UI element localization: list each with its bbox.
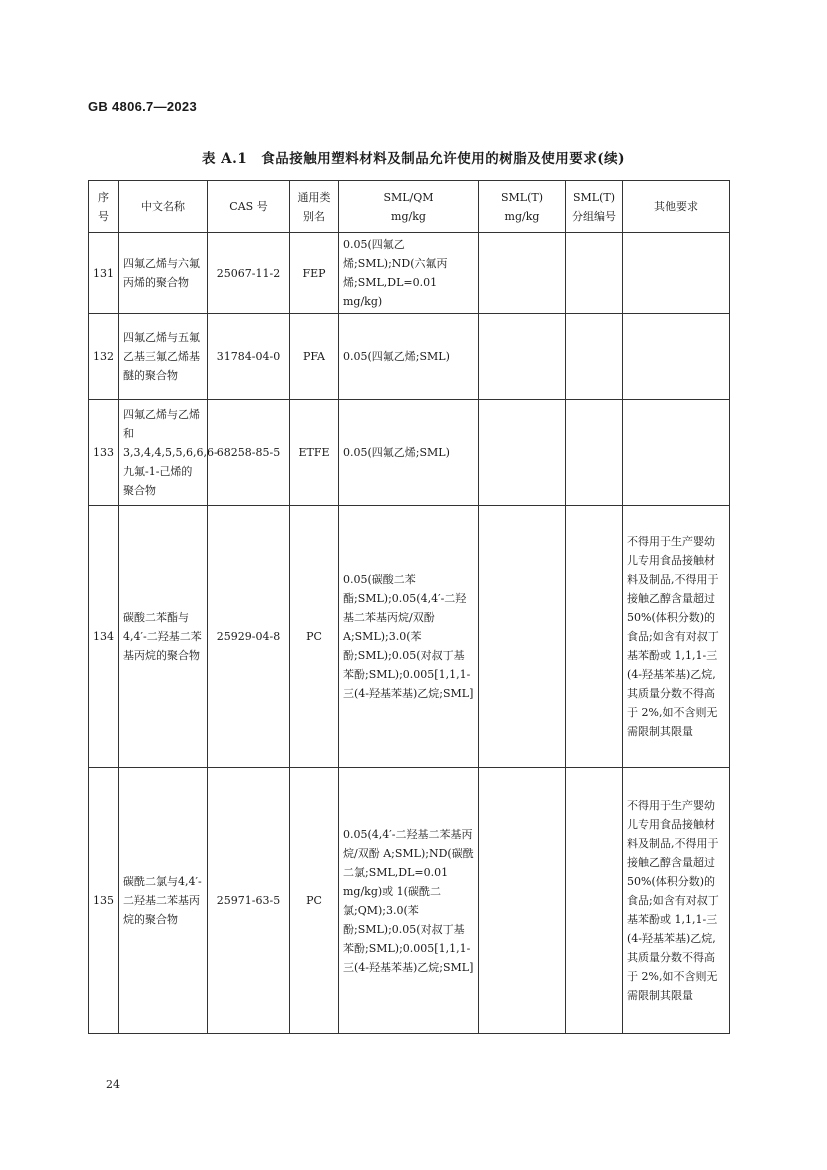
cell-category: PC: [290, 768, 339, 1034]
cell-smlt-group: [566, 400, 623, 506]
cell-seq: 132: [89, 314, 119, 400]
table-title: 表 A.1 食品接触用塑料材料及制品允许使用的树脂及使用要求(续): [201, 151, 626, 167]
cell-smlt: [479, 768, 566, 1034]
header-sml-qm-unit: mg/kg: [391, 209, 426, 223]
cell-category: ETFE: [290, 400, 339, 506]
cell-sml-qm: 0.05(四氟乙烯;SML): [339, 400, 479, 506]
cell-cas: 68258-85-5: [208, 400, 290, 506]
table-header-row: [89, 181, 730, 233]
cell-other: 不得用于生产婴幼儿专用食品接触材料及制品,不得用于接触乙醇含量超过 50%(体积分数)的食品;如含有对叔丁基苯酚或 1,1,1-三(4-羟基苯基)乙烷,其质量分数不得高于 2%,如不含则无需限制其限量: [623, 506, 730, 768]
table-row: [89, 233, 730, 314]
cell-other: [623, 400, 730, 506]
cell-cn-name: 四氟乙烯与六氟丙烯的聚合物: [119, 233, 208, 314]
cell-smlt: [479, 400, 566, 506]
cell-seq: 135: [89, 768, 119, 1034]
cell-sml-qm: 0.05(4,4′-二羟基二苯基丙烷/双酚 A;SML);ND(碳酰二氯;SML,DL=0.01 mg/kg)或 1(碳酰二氯;QM);3.0(苯酚;SML);0.05(对叔丁基苯酚;SML);0.005[1,1,1-三(4-羟基苯基)乙烷;SML]: [339, 768, 479, 1034]
page-number: 24: [106, 1078, 120, 1091]
resin-table: [88, 180, 730, 1034]
cell-smlt-group: [566, 768, 623, 1034]
cell-other: [623, 233, 730, 314]
header-smlt-group: SML(T)分组编号: [566, 181, 623, 233]
table-row: [89, 506, 730, 768]
header-smlt-label: SML(T): [500, 190, 544, 204]
header-seq: 序号: [89, 181, 119, 233]
header-smlt-unit: mg/kg: [504, 209, 540, 223]
cell-cas: 25971-63-5: [208, 768, 290, 1034]
cell-seq: 131: [89, 233, 119, 314]
cell-cn-name: 碳酰二氯与4,4′-二羟基二苯基丙烷的聚合物: [119, 768, 208, 1034]
cell-category: PFA: [290, 314, 339, 400]
header-sml-qm: [339, 181, 479, 233]
header-cas: CAS 号: [208, 181, 290, 233]
header-category: 通用类别名: [290, 181, 339, 233]
cell-smlt: [479, 506, 566, 768]
cell-category: FEP: [290, 233, 339, 314]
cell-seq: 134: [89, 506, 119, 768]
cell-cn-name: 碳酸二苯酯与4,4′-二羟基二苯基丙烷的聚合物: [119, 506, 208, 768]
header-sml-qm-label: SML/QM: [383, 190, 434, 204]
cell-seq: 133: [89, 400, 119, 506]
table-row: [89, 314, 730, 400]
cell-cn-name: 四氟乙烯与五氟乙基三氟乙烯基醚的聚合物: [119, 314, 208, 400]
table-row: [89, 400, 730, 506]
cell-other: 不得用于生产婴幼儿专用食品接触材料及制品,不得用于接触乙醇含量超过 50%(体积分数)的食品;如含有对叔丁基苯酚或 1,1,1-三(4-羟基苯基)乙烷,其质量分数不得高于 2%,如不含则无需限制其限量: [623, 768, 730, 1034]
cell-smlt: [479, 314, 566, 400]
cell-smlt-group: [566, 506, 623, 768]
cell-category: PC: [290, 506, 339, 768]
standard-code: GB 4806.7—2023: [88, 99, 197, 114]
cell-other: [623, 314, 730, 400]
cell-cas: 25067-11-2: [208, 233, 290, 314]
cell-smlt-group: [566, 233, 623, 314]
header-cn-name: 中文名称: [119, 181, 208, 233]
cell-cas: 31784-04-0: [208, 314, 290, 400]
cell-sml-qm: 0.05(碳酸二苯酯;SML);0.05(4,4′-二羟基二苯基丙烷/双酚 A;SML);3.0(苯酚;SML);0.05(对叔丁基苯酚;SML);0.005[1,1,1-三(4-羟基苯基)乙烷;SML]: [339, 506, 479, 768]
cell-smlt-group: [566, 314, 623, 400]
cell-smlt: [479, 233, 566, 314]
header-smlt: [479, 181, 566, 233]
cell-cn-name: 四氟乙烯与乙烯和 3,3,4,4,5,5,6,6,6-九氟-1-己烯的聚合物: [119, 400, 208, 506]
cell-sml-qm: 0.05(四氟乙烯;SML): [339, 314, 479, 400]
table-row: [89, 768, 730, 1034]
cell-sml-qm: 0.05(四氟乙烯;SML);ND(六氟丙烯;SML,DL=0.01 mg/kg): [339, 233, 479, 314]
header-other: 其他要求: [623, 181, 730, 233]
cell-cas: 25929-04-8: [208, 506, 290, 768]
